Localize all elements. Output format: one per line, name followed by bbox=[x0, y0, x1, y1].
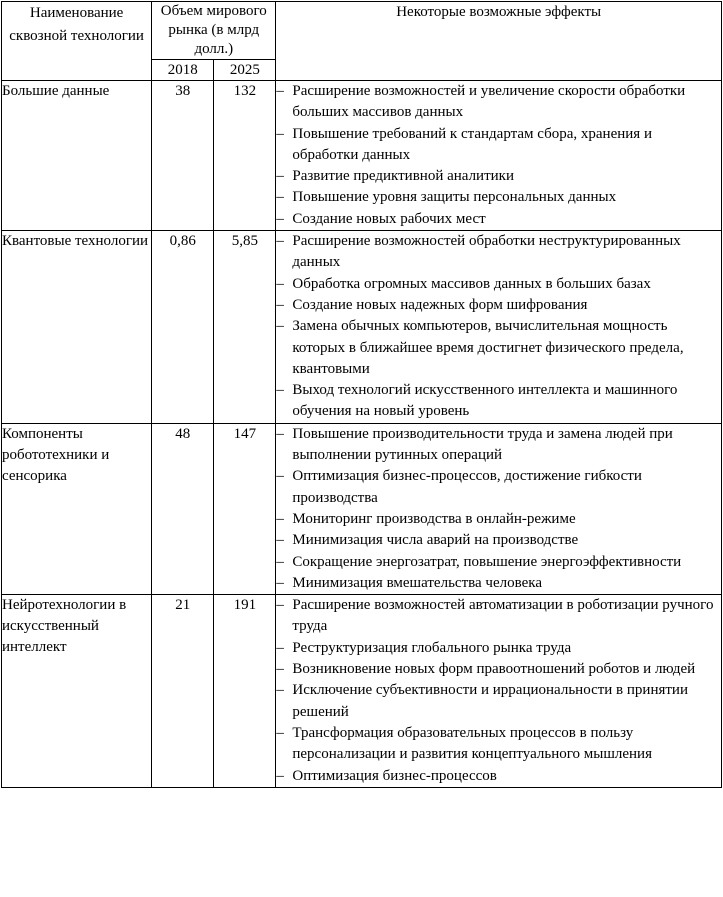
table-row bbox=[2, 81, 722, 231]
column-header-market-volume: Объем мирового рынка (в млрд долл.) bbox=[152, 2, 276, 60]
table-row bbox=[2, 595, 722, 788]
technology-effects-table bbox=[1, 1, 722, 788]
cell-technology-name: Большие данные bbox=[2, 81, 152, 231]
dash-bullet-icon: – bbox=[276, 275, 284, 292]
dash-bullet-icon: – bbox=[276, 210, 284, 227]
effects-list bbox=[276, 424, 721, 594]
list-item-text: Оптимизация бизнес-процессов, достижение гибкости производства bbox=[292, 468, 642, 506]
dash-bullet-icon: – bbox=[276, 318, 284, 335]
effects-list bbox=[276, 595, 721, 787]
dash-bullet-icon: – bbox=[276, 767, 284, 784]
list-item-text: Мониторинг производства в онлайн-режиме bbox=[292, 510, 576, 527]
column-header-effects: Некоторые возможные эффекты bbox=[276, 2, 722, 81]
cell-value-2018: 0,86 bbox=[152, 231, 214, 424]
list-item bbox=[276, 659, 721, 680]
dash-bullet-icon: – bbox=[276, 639, 284, 656]
dash-bullet-icon: – bbox=[276, 510, 284, 527]
cell-value-2018: 38 bbox=[152, 81, 214, 231]
dash-bullet-icon: – bbox=[276, 125, 284, 142]
cell-technology-name: Квантовые технологии bbox=[2, 231, 152, 424]
cell-value-2025: 132 bbox=[214, 81, 276, 231]
list-item bbox=[276, 274, 721, 295]
list-item bbox=[276, 209, 721, 230]
cell-value-2025: 147 bbox=[214, 423, 276, 594]
list-item-text: Создание новых надежных форм шифрования bbox=[292, 296, 588, 313]
dash-bullet-icon: – bbox=[276, 168, 284, 185]
list-item bbox=[276, 380, 721, 423]
table-row bbox=[2, 423, 722, 594]
list-item-text: Трансформация образовательных процессов в пользу персонализации и развития концептуального мышления bbox=[292, 724, 652, 763]
dash-bullet-icon: – bbox=[276, 425, 284, 442]
dash-bullet-icon: – bbox=[276, 233, 284, 250]
cell-effects bbox=[276, 423, 722, 594]
list-item bbox=[276, 573, 721, 594]
dash-bullet-icon: – bbox=[276, 574, 284, 591]
list-item-text: Создание новых рабочих мест bbox=[292, 210, 486, 227]
list-item-text: Минимизация вмешательства человека bbox=[292, 574, 542, 591]
list-item bbox=[276, 424, 721, 467]
list-item bbox=[276, 723, 721, 766]
cell-value-2018: 21 bbox=[152, 595, 214, 788]
dash-bullet-icon: – bbox=[276, 724, 284, 741]
dash-bullet-icon: – bbox=[276, 382, 284, 399]
list-item-text: Развитие предиктивной аналитики bbox=[292, 168, 514, 185]
dash-bullet-icon: – bbox=[276, 553, 284, 570]
document-page bbox=[0, 1, 723, 897]
column-header-technology-name: Наименование сквозной технологии bbox=[2, 2, 152, 81]
cell-value-2025: 5,85 bbox=[214, 231, 276, 424]
list-item-text: Сокращение энергозатрат, повышение энергоэффективности bbox=[292, 553, 682, 570]
cell-effects bbox=[276, 595, 722, 788]
list-item bbox=[276, 187, 721, 208]
list-item bbox=[276, 766, 721, 787]
list-item-text: Расширение возможностей и увеличение скорости обработки больших массивов данных bbox=[292, 83, 686, 121]
list-item bbox=[276, 595, 721, 638]
dash-bullet-icon: – bbox=[276, 682, 284, 699]
dash-bullet-icon: – bbox=[276, 597, 284, 614]
list-item bbox=[276, 316, 721, 380]
list-item-text: Повышение требований к стандартам сбора, хранения и обработки данных bbox=[292, 125, 652, 163]
table-row bbox=[2, 231, 722, 424]
cell-effects bbox=[276, 231, 722, 424]
table-body bbox=[2, 81, 722, 788]
dash-bullet-icon: – bbox=[276, 468, 284, 485]
dash-bullet-icon: – bbox=[276, 189, 284, 206]
list-item bbox=[276, 680, 721, 723]
list-item-text: Реструктуризация глобального рынка труда bbox=[292, 639, 572, 656]
list-item bbox=[276, 166, 721, 187]
list-item bbox=[276, 124, 721, 167]
list-item bbox=[276, 509, 721, 530]
list-item bbox=[276, 231, 721, 274]
cell-value-2025: 191 bbox=[214, 595, 276, 788]
cell-technology-name: Нейротехнологии в искусственный интеллект bbox=[2, 595, 152, 788]
list-item-text: Выход технологий искусственного интеллекта и машинного обучения на новый уровень bbox=[292, 382, 678, 420]
list-item-text: Минимизация числа аварий на производстве bbox=[292, 532, 579, 549]
list-item-text: Повышение производительности труда и замена людей при выполнении рутинных операций bbox=[292, 425, 673, 464]
list-item-text: Расширение возможностей обработки неструктурированных данных bbox=[292, 233, 681, 271]
list-item-text: Повышение уровня защиты персональных данных bbox=[292, 189, 617, 206]
effects-list bbox=[276, 231, 721, 423]
list-item bbox=[276, 530, 721, 551]
list-item bbox=[276, 466, 721, 509]
list-item bbox=[276, 638, 721, 659]
list-item-text: Замена обычных компьютеров, вычислительная мощность которых в ближайшее время достигнет физического предела, квантовыми bbox=[292, 318, 684, 377]
list-item bbox=[276, 295, 721, 316]
column-header-year-2025: 2025 bbox=[214, 60, 276, 81]
dash-bullet-icon: – bbox=[276, 532, 284, 549]
dash-bullet-icon: – bbox=[276, 296, 284, 313]
cell-effects bbox=[276, 81, 722, 231]
column-header-year-2018: 2018 bbox=[152, 60, 214, 81]
list-item bbox=[276, 81, 721, 124]
dash-bullet-icon: – bbox=[276, 83, 284, 99]
list-item-text: Обработка огромных массивов данных в больших базах bbox=[292, 275, 651, 292]
list-item-text: Расширение возможностей автоматизации в роботизации ручного труда bbox=[292, 597, 714, 635]
table-header-row bbox=[2, 2, 722, 60]
list-item bbox=[276, 552, 721, 573]
list-item-text: Возникновение новых форм правоотношений роботов и людей bbox=[292, 661, 696, 678]
effects-list bbox=[276, 81, 721, 230]
dash-bullet-icon: – bbox=[276, 661, 284, 678]
list-item-text: Исключение субъективности и иррациональности в принятии решений bbox=[292, 682, 688, 720]
cell-value-2018: 48 bbox=[152, 423, 214, 594]
cell-technology-name: Компоненты робототехники и сенсорика bbox=[2, 423, 152, 594]
list-item-text: Оптимизация бизнес-процессов bbox=[292, 767, 497, 784]
